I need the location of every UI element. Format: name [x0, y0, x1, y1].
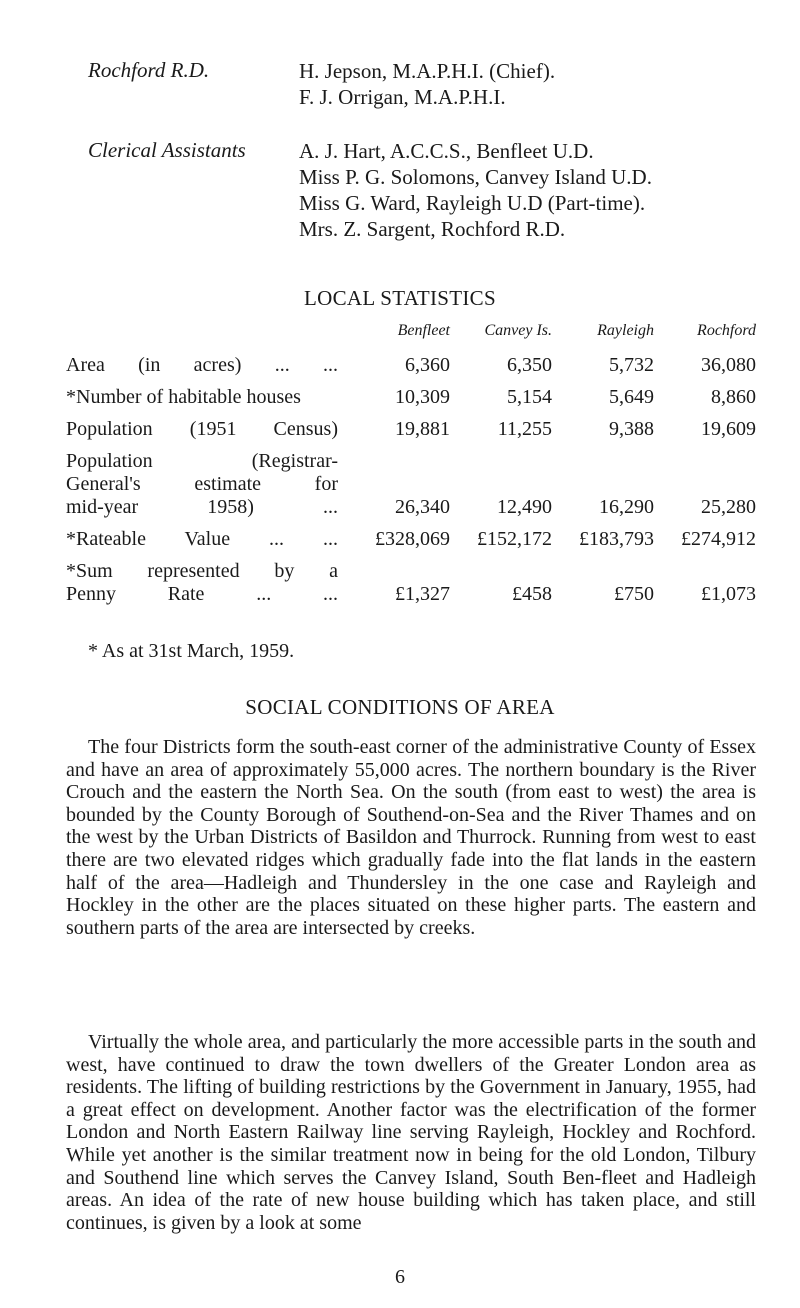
local-statistics-table — [66, 318, 756, 606]
page-number: 6 — [395, 1266, 405, 1288]
staff-group-label: Clerical Assistants — [88, 138, 246, 162]
table-cell: £328,069 — [375, 528, 450, 550]
staff-group-label: Rochford R.D. — [88, 58, 210, 82]
table-row — [66, 441, 756, 519]
row-label: *Sum represented by a Penny Rate ... ... — [66, 560, 338, 605]
table-row — [66, 551, 756, 606]
table-cell: £152,172 — [477, 528, 552, 550]
table-cell: 19,881 — [395, 418, 450, 440]
row-label: *Number of habitable houses — [66, 386, 301, 408]
row-label: *Rateable Value ... ... — [66, 528, 338, 550]
table-cell: 6,360 — [405, 354, 450, 376]
staff-names — [299, 138, 652, 242]
staff-name: F. J. Orrigan, M.A.P.H.I. — [299, 85, 506, 109]
table-cell: 5,154 — [507, 386, 552, 408]
table-row — [66, 344, 756, 377]
table-cell: £750 — [614, 583, 654, 605]
row-label: Population (1951 Census) — [66, 418, 338, 440]
column-header: Rochford — [697, 322, 756, 339]
table-footnote: * As at 31st March, 1959. — [88, 640, 295, 662]
staff-names — [299, 58, 555, 110]
table-cell: 26,340 — [395, 496, 450, 518]
table-row — [66, 377, 756, 409]
row-label: Area (in acres) ... ... — [66, 354, 338, 376]
table-cell: 5,732 — [609, 354, 654, 376]
column-header: Rayleigh — [597, 322, 654, 339]
table-cell: 12,490 — [497, 496, 552, 518]
staff-name: Miss P. G. Solomons, Canvey Island U.D. — [299, 165, 652, 189]
table-cell: 25,280 — [701, 496, 756, 518]
table-cell: 19,609 — [701, 418, 756, 440]
table-row — [66, 409, 756, 441]
table-header-row — [66, 318, 756, 344]
row-label: Population (Registrar- General's estimate for mid-year 1958) ... — [66, 450, 338, 518]
column-header: Canvey Is. — [484, 322, 552, 339]
table-cell: £183,793 — [579, 528, 654, 550]
table-cell: £458 — [512, 583, 552, 605]
table-cell: 8,860 — [711, 386, 756, 408]
table-cell: £274,912 — [681, 528, 756, 550]
staff-name: Mrs. Z. Sargent, Rochford R.D. — [299, 217, 566, 241]
table-header-blank — [66, 318, 344, 344]
social-conditions-heading: SOCIAL CONDITIONS OF AREA — [245, 695, 555, 719]
staff-name: Miss G. Ward, Rayleigh U.D (Part-time). — [299, 191, 646, 215]
body-paragraph: Virtually the whole area, and particularly the more accessible parts in the south and west, have continued to draw the town dwellers of the Greater London area as residents. The lifting of building restrictions by the Government in January, 1955, had a great effect on development. Another factor was the electrification of the former London and North Eastern Railway line serving Rayleigh, Hockley and Rochford. While yet another is the similar treatment now in being for the old London, Tilbury and Southend line which serves the Canvey Island, South Ben-fleet and Hadleigh areas. An idea of the rate of new house building which has taken place, and still continues, is given by a look at some — [66, 1031, 756, 1234]
table-cell: 16,290 — [599, 496, 654, 518]
staff-name: H. Jepson, M.A.P.H.I. (Chief). — [299, 59, 556, 83]
table-row — [66, 519, 756, 551]
local-statistics-heading: LOCAL STATISTICS — [304, 286, 496, 310]
table-cell: £1,073 — [701, 583, 756, 605]
table-cell: 5,649 — [609, 386, 654, 408]
table-cell: 9,388 — [609, 418, 654, 440]
table-cell: 10,309 — [395, 386, 450, 408]
table-cell: £1,327 — [395, 583, 450, 605]
body-paragraph: The four Districts form the south-east corner of the administrative County of Essex and have an area of approximately 55,000 acres. The northern boundary is the River Crouch and the eastern the North Sea. On the south (from east to west) the area is bounded by the County Borough of Southend-on-Sea and the River Thames and on the west by the Urban Districts of Basildon and Thurrock. Running from west to east there are two elevated ridges which gradually fade into the flat lands in the eastern half of the area—Hadleigh and Thundersley in the one case and Rayleigh and Hockley in the other are the places situated on these higher parts. The eastern and southern parts of the area are intersected by creeks. — [66, 736, 756, 939]
column-header: Benfleet — [397, 322, 450, 339]
table-cell: 36,080 — [701, 354, 756, 376]
table-cell: 11,255 — [497, 418, 552, 440]
table-cell: 6,350 — [507, 354, 552, 376]
staff-name: A. J. Hart, A.C.C.S., Benfleet U.D. — [299, 139, 594, 163]
